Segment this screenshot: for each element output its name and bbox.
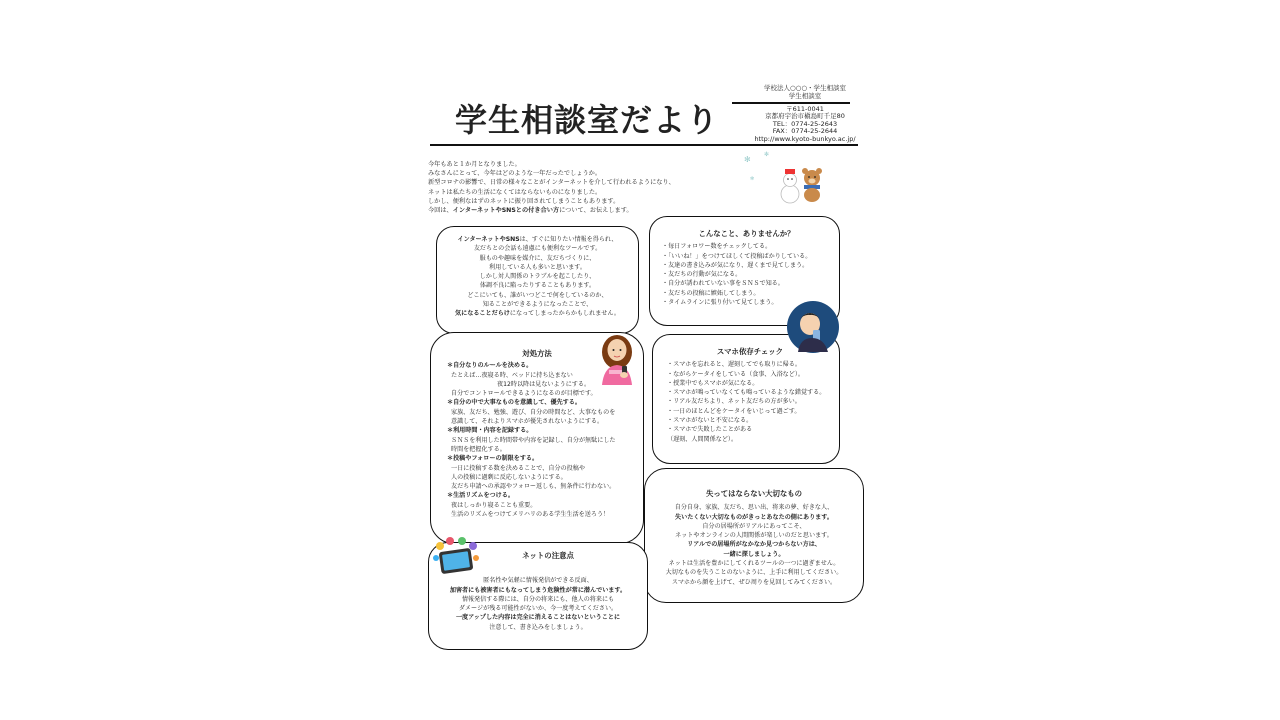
sns-line: 服ものや趣味を媒介に、友だちづくりに、 — [479, 254, 596, 262]
woman-with-phone-icon — [592, 330, 642, 385]
sns-last-bold: 気になることだらけ — [455, 310, 510, 318]
measures-head: ＊自分なりのルールを決める。 — [447, 362, 533, 370]
caution-line: 加害者にも被害者にもなってしまう危険性が常に潜んでいます。 — [449, 586, 627, 594]
svg-text:✻: ✻ — [750, 176, 755, 182]
sns-first-bold: インターネットやSNS — [457, 236, 520, 243]
check-list-item: ・自分が誘われていない事をＳＮＳで知る。 — [662, 280, 784, 288]
important-things-title: 失ってはならない大切なもの — [705, 489, 803, 498]
dependence-item: ・授業中でもスマホが気になる。 — [667, 379, 759, 387]
important-line: ネットやオンラインの人間関係が楽しいのだと思います。 — [675, 532, 833, 540]
measures-line: ＳＮＳを利用した時間帯や内容を記録し、自分が無駄にした — [451, 436, 616, 444]
page-title: 学生相談室だより — [455, 101, 720, 139]
measures-line: 自分でコントロールできるようになるのが目標です。 — [451, 390, 597, 398]
check-list-item: ・友だちの投稿に嫉妬してしまう。 — [662, 289, 760, 297]
measures-head: ＊自分の中で大事なものを意識して、優先する。 — [447, 399, 581, 407]
measures-line: 生活のリズムをつけてメリハリのある学生生活を送ろう！ — [451, 511, 610, 519]
measures-line: たとえば…夜寝る時、ベッドに持ち込まない — [451, 371, 573, 379]
measures-line: 家族、友だち、勉強、遊び、自分の時間など、大事なものを — [451, 408, 616, 416]
sns-line: しかし対人関係のトラブルを起こしたり、 — [479, 273, 596, 281]
important-line: 一緒に探しましょう。 — [723, 550, 785, 558]
intro-last-pre: 今回は、 — [428, 207, 453, 215]
sns-line-last — [443, 309, 632, 318]
sns-line: 知ることができるようになったことで、 — [482, 301, 593, 309]
caution-line: 情報発信する際には、自分の将来にも、他人の将来にも — [461, 595, 615, 603]
net-caution-title: ネットの注意点 — [522, 551, 574, 560]
sns-line: 友だちとの会話も遠慮にも便利なツールです。 — [473, 245, 602, 253]
dependence-item: （遅刻、人間関係など）。 — [667, 435, 738, 443]
header-info-line: 〒611-0041 — [786, 104, 824, 113]
important-line: 失いたくない大切なものがきっとあなたの側にあります。 — [675, 513, 833, 521]
sns-overview-box — [436, 226, 639, 334]
caution-line: 匿名性や気軽に情報発信ができる反面、 — [483, 577, 593, 585]
measures-line: 夜12時以降は見ないようにする。 — [497, 380, 591, 388]
sns-line: 体調不良に陥ったりすることもあります。 — [479, 282, 596, 290]
sns-last-rest: になってしまったからかもしれません。 — [509, 310, 620, 318]
measures-head: ＊生活リズムをつける。 — [447, 492, 514, 500]
svg-text:✻: ✻ — [744, 155, 751, 164]
measures-head: ＊投稿やフォローの制限をする。 — [447, 455, 539, 463]
caution-line: 一度アップした内容は完全に消えることはないということに — [455, 614, 621, 622]
measures-head: ＊利用時間・内容を記録する。 — [447, 427, 533, 435]
dependence-item: ・リアル友だちより、ネット友だちの方が多い。 — [667, 398, 801, 406]
sns-line-first — [443, 235, 632, 244]
measures-line: 意識して、それよりスマホが優先されないようにする。 — [451, 418, 604, 426]
dependence-item: ・スマホがないと不安になる。 — [667, 417, 753, 425]
measures-line: 時間を把握化する。 — [451, 445, 506, 453]
header-info-line: TEL：0774-25-2643 — [772, 119, 838, 128]
sns-line: どこにいても、誰がいつどこで何をしているのか、 — [467, 291, 608, 299]
dependence-item: ・ながらケータイをしている（食事、入浴など）。 — [667, 370, 804, 378]
dependence-item: ・スマホで失敗したことがある — [667, 426, 753, 434]
caution-line: 注意して、書き込みをしましょう。 — [489, 623, 587, 631]
svg-text:✻: ✻ — [764, 151, 770, 158]
check-list-item: ・「いいね！」をつけてほしくて投稿ばかりしている。 — [662, 252, 812, 260]
sns-line: 利用している人も多いと思います。 — [488, 263, 586, 271]
check-list-item: ・友達の書き込みが気になり、遅くまで見てしまう。 — [662, 261, 809, 269]
dependence-item: ・スマホが鳴っていなくても鳴っているような錯覚する。 — [667, 389, 826, 397]
important-line: ネットは生活を豊かにしてくれるツールの一つに過ぎません。 — [668, 560, 840, 568]
intro-text — [428, 160, 758, 215]
header-info-line: FAX：0774-25-2644 — [772, 127, 838, 136]
header-info-line: 学生相談室 — [788, 91, 822, 100]
dependence-item: ・一日のほとんどをケータイをいじって過ごす。 — [667, 407, 801, 415]
important-line: 大切なものを失うことのないように、上手に利用してください。 — [665, 569, 843, 577]
header-short-rule — [732, 102, 850, 104]
check-list-item: ・友だちの行動が気になる。 — [662, 271, 742, 279]
measures-line: 人の投稿に過剰に反応しないようにする。 — [451, 473, 567, 481]
tablet-with-apps-icon — [432, 536, 480, 578]
check-list-item: ・タイムラインに張り付いて見てしまう。 — [662, 299, 778, 307]
important-things-box — [644, 468, 864, 603]
intro-line: ネットは私たちの生活になくてはならないものになりました。 — [428, 188, 602, 196]
intro-last-post: について、お伝えします。 — [559, 207, 633, 215]
dependence-check-title: スマホ依存チェック — [716, 347, 784, 356]
intro-line-last — [428, 206, 758, 215]
intro-line: 新型コロナの影響で、日常の様々なことがインターネットを介して行われるようになり、 — [428, 179, 675, 187]
intro-line: しかし、便利なはずのネットに振り回されてしまうこともあります。 — [428, 197, 620, 205]
header-divider — [430, 144, 858, 146]
header-info-line: http://www.kyoto-bunkyo.ac.jp/ — [754, 135, 856, 144]
header-contact-info — [730, 85, 880, 144]
header-info-line: 学校法人○○○・学生相談室 — [763, 84, 846, 92]
important-line: スマホから顔を上げて、ぜひ周りを見回してみてください。 — [671, 578, 837, 586]
important-line: リアルでの居場所がなかなか見つからない方は、 — [687, 541, 821, 549]
measures-line: 一日に投稿する数を決めることで、自分の投稿や — [451, 464, 585, 472]
intro-last-bold: インターネットやSNSとの付き合い方 — [452, 207, 560, 215]
newsletter-page — [420, 80, 870, 660]
measures-line: 夜はしっかり寝ることも重要。 — [451, 501, 537, 509]
header-info-line: 京都府宇治市槇島町千足80 — [765, 112, 845, 121]
dependence-item: ・スマホを忘れると、遅刻してでも取りに帰る。 — [667, 361, 801, 369]
check-list-item: ・毎日フォロワー数をチェックしてる。 — [662, 243, 772, 251]
sns-first-rest: は、すぐに知りたい情報を得られ、 — [519, 236, 618, 243]
measures-title: 対処方法 — [522, 349, 552, 358]
intro-line: 今年もあと１か月となりました。 — [428, 161, 521, 168]
important-line: 自分自身、家族、友だち、思い出、将来の夢、好きな人、 — [674, 504, 834, 512]
important-line: 自分の居場所がリアルにあってこそ、 — [702, 522, 806, 530]
snowman-bear-icon — [740, 150, 835, 205]
measures-line: 友だち申請への承認やフォロー返しも、無条件に行わない。 — [451, 483, 616, 491]
caution-line: ダメージが残る可能性がないか、今一度考えてください。 — [458, 605, 618, 613]
check-list-title: こんなこと、ありませんか？ — [698, 229, 795, 238]
intro-line: みなさんにとって、今年はどのような一年だったでしょうか。 — [428, 170, 602, 178]
person-using-phone-at-night-icon — [786, 300, 840, 354]
